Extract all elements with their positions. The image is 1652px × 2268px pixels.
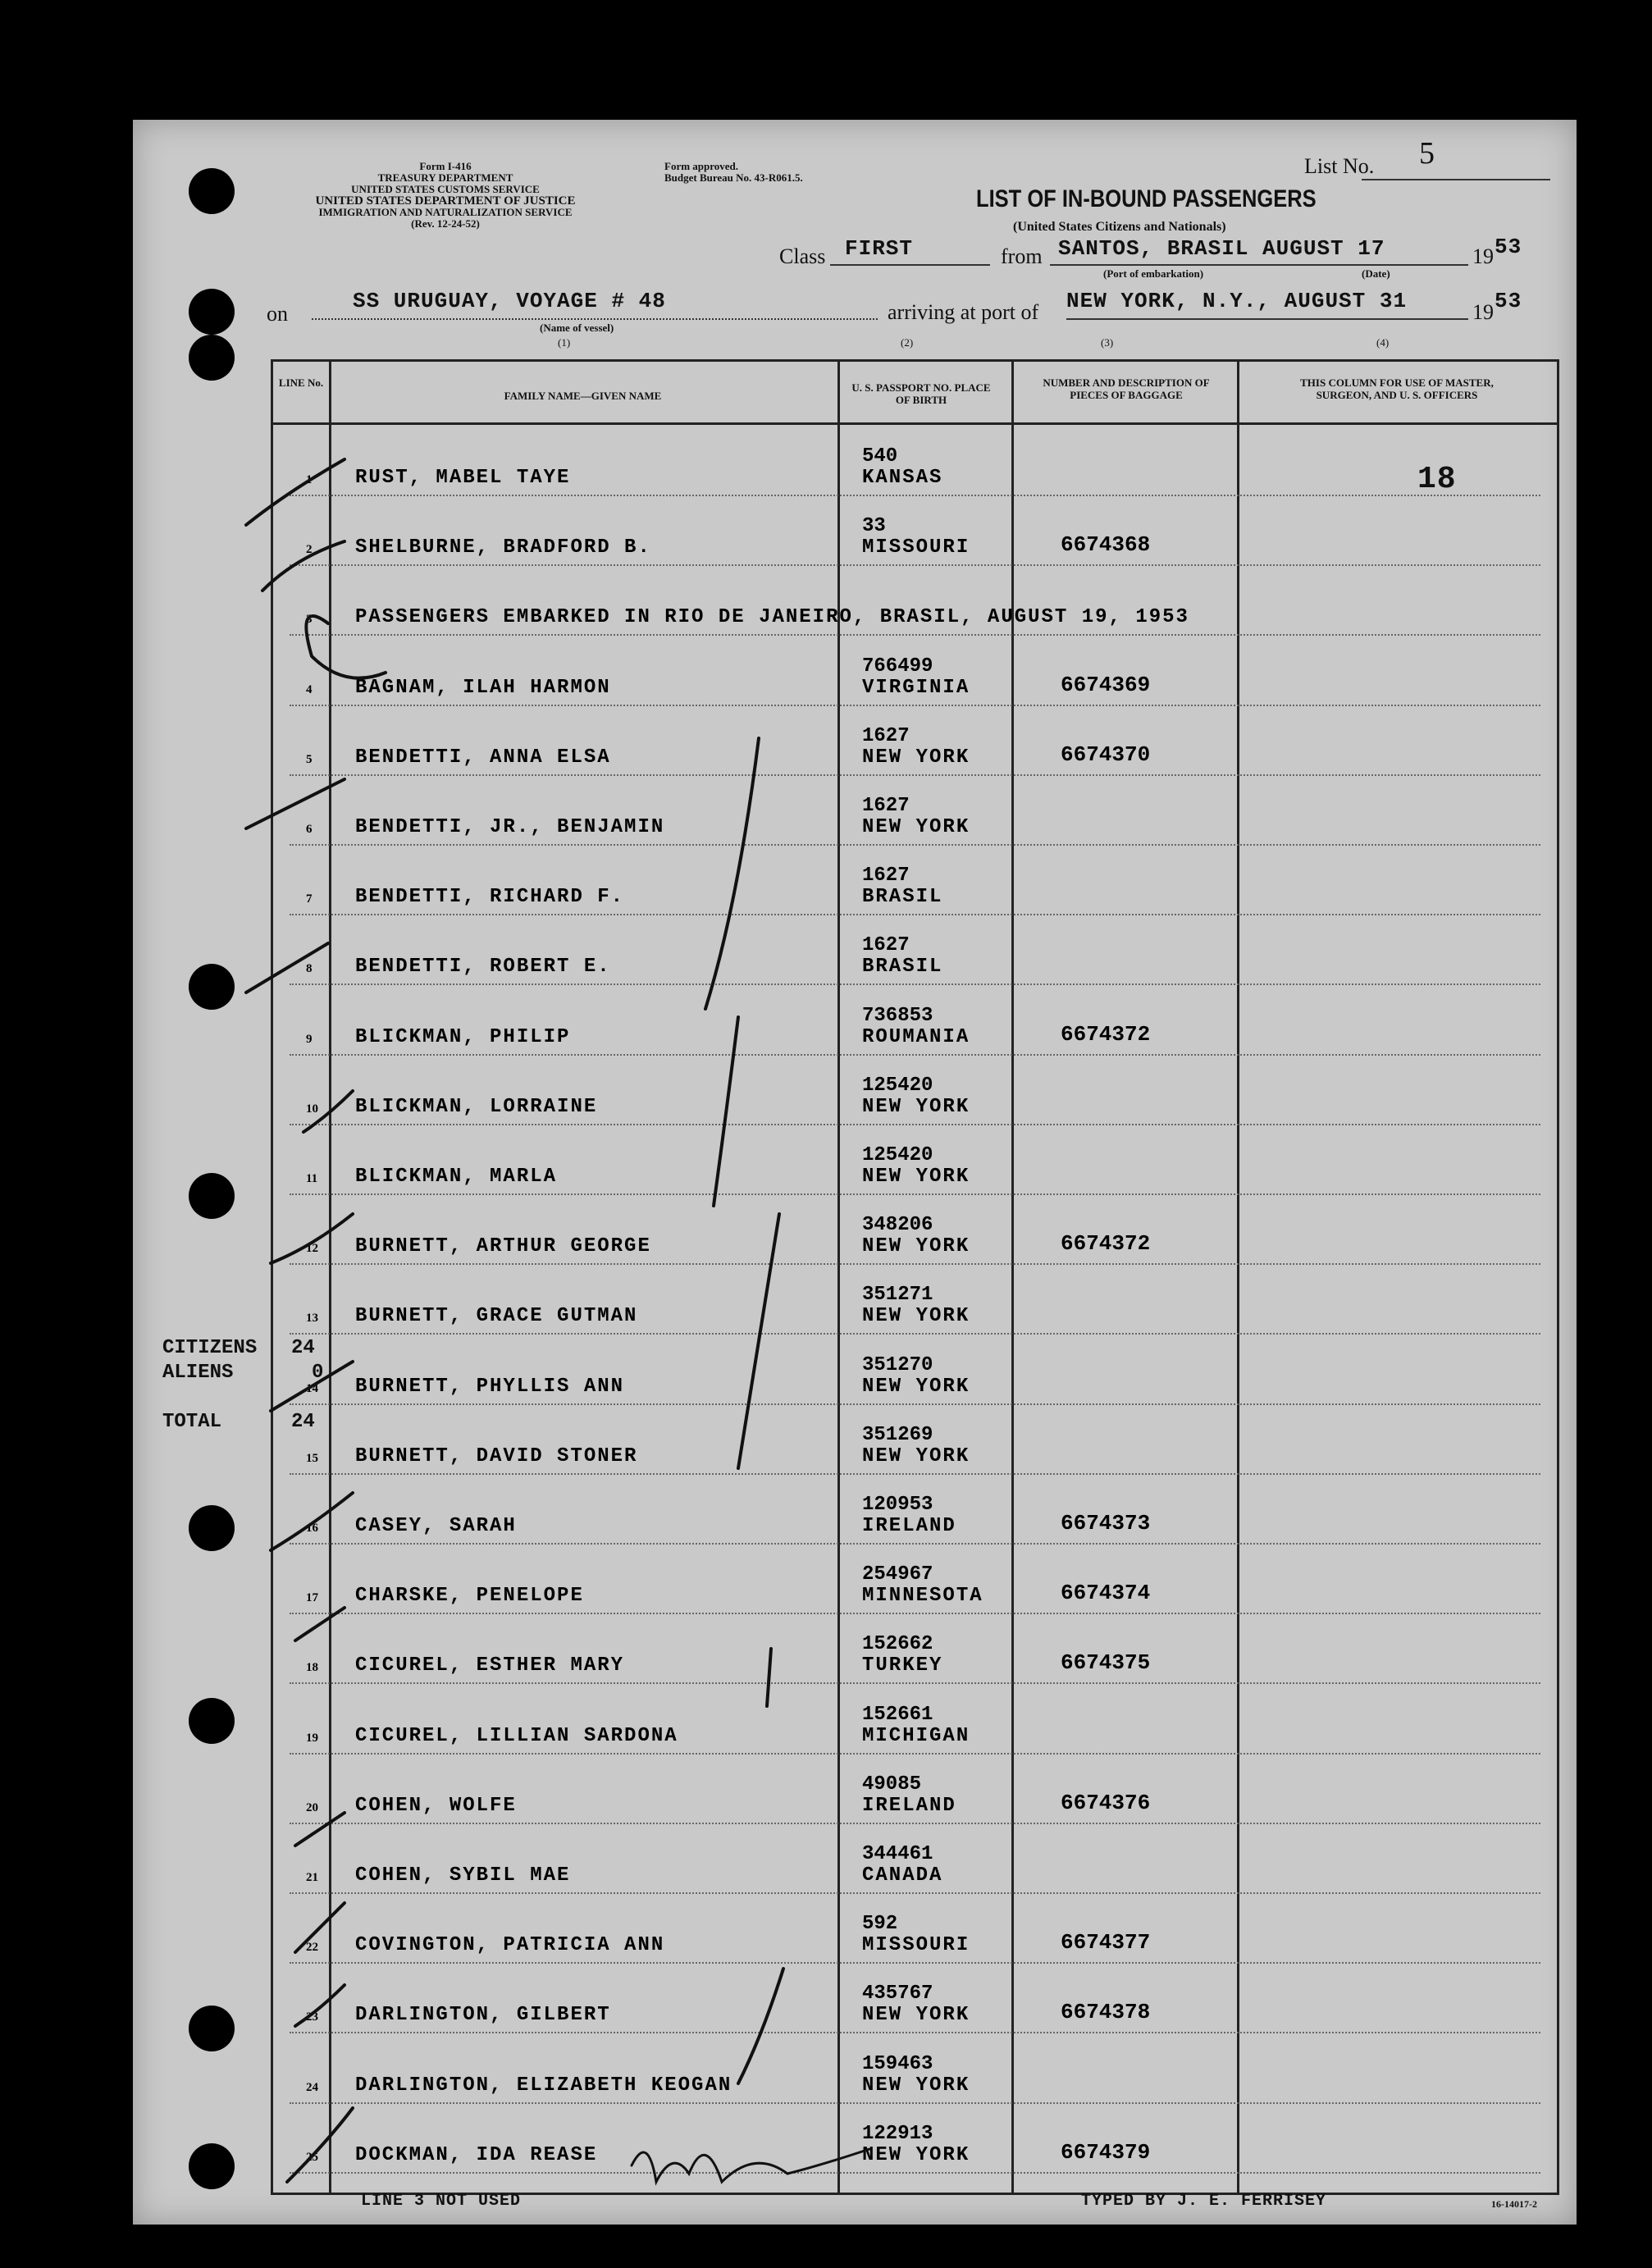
- justice-label: UNITED STATES DEPARTMENT OF JUSTICE: [315, 194, 576, 208]
- place-of-birth: NEW YORK: [862, 1095, 970, 1118]
- baggage-number: 6674375: [1061, 1650, 1151, 1676]
- place-of-birth: NEW YORK: [862, 1375, 970, 1398]
- budget-bureau: Budget Bureau No. 43-R061.5.: [664, 171, 803, 184]
- table-row: [273, 2103, 1557, 2174]
- aliens-label: ALIENS: [162, 1362, 234, 1384]
- passenger-name: BLICKMAN, LORRAINE: [355, 1095, 598, 1118]
- line-number: 14: [306, 1381, 318, 1395]
- arriving-year-prefix: 19: [1472, 300, 1494, 324]
- col2-ref: (2): [901, 336, 914, 349]
- place-of-birth: NEW YORK: [862, 1305, 970, 1328]
- passport-number: 766499: [862, 655, 933, 678]
- place-of-birth: KANSAS: [862, 467, 943, 489]
- approval-block: [664, 161, 803, 184]
- table-row: [273, 1125, 1557, 1195]
- passenger-name: COHEN, WOLFE: [355, 1794, 517, 1817]
- line-number: 5: [306, 752, 313, 766]
- aliens-count: 0: [312, 1362, 324, 1384]
- passenger-name: BURNETT, PHYLLIS ANN: [355, 1375, 625, 1398]
- line-number: 22: [306, 1941, 318, 1955]
- line-number: 24: [306, 2080, 318, 2094]
- from-year-prefix: 19: [1472, 244, 1494, 268]
- line-number: 19: [306, 1731, 318, 1745]
- col-head-line: LINE No.: [278, 376, 324, 389]
- baggage-number: 6674376: [1061, 1790, 1151, 1815]
- place-of-birth: MICHIGAN: [862, 1724, 970, 1747]
- vessel-name: SS URUGUAY, VOYAGE # 48: [353, 289, 666, 313]
- place-of-birth: NEW YORK: [862, 2074, 970, 2097]
- place-of-birth: BRASIL: [862, 886, 943, 909]
- passport-number: 351270: [862, 1353, 933, 1376]
- footer-note-left: LINE 3 NOT USED: [361, 2192, 522, 2211]
- table-row: [273, 1404, 1557, 1475]
- baggage-number: 6674370: [1061, 742, 1151, 767]
- table-row: [273, 705, 1557, 776]
- line-number: 10: [306, 1102, 318, 1116]
- place-of-birth: MINNESOTA: [862, 1585, 983, 1608]
- passenger-name: CHARSKE, PENELOPE: [355, 1585, 584, 1608]
- place-of-birth: ROUMANIA: [862, 1025, 970, 1048]
- class-label: Class: [779, 244, 826, 268]
- baggage-number: 6674374: [1061, 1581, 1151, 1606]
- table-row: [273, 1823, 1557, 1894]
- punch-hole: [189, 289, 235, 335]
- arriving-value: NEW YORK, N.Y., AUGUST 31: [1066, 289, 1408, 313]
- col4-ref: (4): [1376, 336, 1390, 349]
- place-of-birth: TURKEY: [862, 1654, 943, 1677]
- passport-number: 159463: [862, 2052, 933, 2075]
- on-label: on: [267, 302, 288, 326]
- place-of-birth: NEW YORK: [862, 2004, 970, 2027]
- arriving-label: arriving at port of: [888, 300, 1039, 324]
- passenger-table: [271, 359, 1559, 2195]
- punch-hole: [189, 1173, 235, 1219]
- vessel-underline: [312, 318, 878, 320]
- passport-number: 120953: [862, 1494, 933, 1516]
- passenger-name: BENDETTI, ROBERT E.: [355, 956, 611, 979]
- passenger-name: COHEN, SYBIL MAE: [355, 1864, 571, 1887]
- line-number: 13: [306, 1312, 318, 1326]
- from-value: SANTOS, BRASIL AUGUST 17: [1058, 236, 1385, 261]
- passenger-name: CICUREL, LILLIAN SARDONA: [355, 1724, 678, 1747]
- passport-number: 1627: [862, 795, 910, 817]
- total-count: 24: [291, 1411, 315, 1433]
- list-no-underline: [1362, 179, 1550, 180]
- baggage-number: 6674368: [1061, 532, 1151, 558]
- line-number: 11: [306, 1172, 318, 1185]
- passenger-name: BURNETT, ARTHUR GEORGE: [355, 1235, 651, 1258]
- passenger-name: CICUREL, ESTHER MARY: [355, 1654, 625, 1677]
- place-of-birth: MISSOURI: [862, 1934, 970, 1957]
- punch-hole: [189, 1505, 235, 1551]
- place-of-birth: NEW YORK: [862, 1166, 970, 1188]
- passenger-name: BLICKMAN, MARLA: [355, 1166, 558, 1188]
- passport-number: 33: [862, 515, 886, 538]
- passenger-name: PASSENGERS EMBARKED IN RIO DE JANEIRO, BRASIL, AUGUST 19, 1953: [355, 606, 1189, 629]
- total-label: TOTAL: [162, 1411, 222, 1433]
- line-number: 2: [306, 543, 313, 557]
- table-row: [273, 985, 1557, 1056]
- line-number: 1: [306, 473, 313, 486]
- table-row: [273, 1194, 1557, 1265]
- passenger-name: CASEY, SARAH: [355, 1515, 517, 1537]
- col-head-officers: THIS COLUMN FOR USE OF MASTER, SURGEON, AND U. S. OFFICERS: [1300, 376, 1494, 401]
- baggage-number: 6674372: [1061, 1021, 1151, 1047]
- ins-label: IMMIGRATION AND NATURALIZATION SERVICE: [318, 206, 573, 218]
- line-number: 7: [306, 892, 313, 906]
- line-number: 18: [306, 1661, 318, 1675]
- from-underline: [1050, 264, 1468, 266]
- port-embark-caption: (Port of embarkation): [1103, 267, 1204, 280]
- punch-hole: [189, 2006, 235, 2051]
- vessel-caption: (Name of vessel): [540, 322, 614, 334]
- place-of-birth: NEW YORK: [862, 1444, 970, 1467]
- table-row: [273, 1264, 1557, 1335]
- col-head-baggage: NUMBER AND DESCRIPTION OF PIECES OF BAGGAGE: [1043, 376, 1210, 401]
- line-number: 25: [306, 2150, 318, 2164]
- place-of-birth: VIRGINIA: [862, 676, 970, 699]
- passenger-name: BURNETT, GRACE GUTMAN: [355, 1305, 638, 1328]
- treasury-label: TREASURY DEPARTMENT: [377, 171, 513, 184]
- line-number: 16: [306, 1522, 318, 1535]
- punch-hole: [189, 2143, 235, 2189]
- baggage-number: 6674373: [1061, 1511, 1151, 1536]
- baggage-number: 6674378: [1061, 2000, 1151, 2025]
- line-number: 20: [306, 1800, 318, 1814]
- citizens-count: 24: [291, 1337, 315, 1359]
- line-number: 21: [306, 1871, 318, 1884]
- table-row: [273, 915, 1557, 985]
- passenger-name: BAGNAM, ILAH HARMON: [355, 676, 611, 699]
- passport-number: 122913: [862, 2122, 933, 2145]
- passport-number: 344461: [862, 1843, 933, 1865]
- passenger-name: BENDETTI, ANNA ELSA: [355, 746, 611, 769]
- passport-number: 152662: [862, 1633, 933, 1656]
- baggage-number: 6674372: [1061, 1231, 1151, 1257]
- table-row: [273, 565, 1557, 636]
- passport-number: 736853: [862, 1004, 933, 1027]
- passport-number: 125420: [862, 1074, 933, 1097]
- revision-label: (Rev. 12-24-52): [411, 217, 480, 230]
- table-row: [273, 1963, 1557, 2033]
- place-of-birth: IRELAND: [862, 1794, 956, 1817]
- punch-hole: [189, 1698, 235, 1744]
- from-year: 53: [1495, 235, 1522, 259]
- place-of-birth: BRASIL: [862, 956, 943, 979]
- passenger-name: BENDETTI, RICHARD F.: [355, 886, 625, 909]
- col-head-passport: U. S. PASSPORT NO. PLACE OF BIRTH: [851, 381, 991, 406]
- table-row: [273, 1055, 1557, 1125]
- passport-number: 125420: [862, 1144, 933, 1166]
- line-number: 8: [306, 962, 313, 976]
- table-row: [273, 1613, 1557, 1684]
- line-number: 15: [306, 1451, 318, 1465]
- form-approved: Form approved.: [664, 160, 739, 172]
- passport-number: 49085: [862, 1773, 922, 1796]
- table-row: [273, 1754, 1557, 1824]
- passport-number: 351269: [862, 1423, 933, 1446]
- class-underline: [830, 264, 990, 266]
- class-value: FIRST: [845, 236, 914, 261]
- col3-ref: (3): [1101, 336, 1114, 349]
- line-number: 23: [306, 2010, 318, 2024]
- table-row: [273, 426, 1557, 496]
- document-title: LIST OF IN-BOUND PASSENGERS: [976, 185, 1317, 212]
- passport-number: 1627: [862, 865, 910, 888]
- line-number: 12: [306, 1242, 318, 1256]
- citizens-label: CITIZENS: [162, 1337, 258, 1359]
- passenger-name: BENDETTI, JR., BENJAMIN: [355, 816, 665, 838]
- line-number: 17: [306, 1591, 318, 1605]
- passenger-name: SHELBURNE, BRADFORD B.: [355, 536, 651, 559]
- place-of-birth: NEW YORK: [862, 816, 970, 838]
- officers-note: 18: [1417, 462, 1457, 497]
- footer-note-right: TYPED BY J. E. FERRISEY: [1081, 2192, 1327, 2211]
- passenger-name: COVINGTON, PATRICIA ANN: [355, 1934, 665, 1957]
- passport-number: 435767: [862, 1983, 933, 2006]
- form-number: Form I-416: [419, 160, 472, 172]
- punch-hole: [189, 335, 235, 381]
- table-row: [273, 1893, 1557, 1964]
- table-row: [273, 845, 1557, 915]
- place-of-birth: NEW YORK: [862, 746, 970, 769]
- passport-number: 1627: [862, 724, 910, 747]
- passport-number: 1627: [862, 934, 910, 957]
- passenger-name: DOCKMAN, IDA REASE: [355, 2143, 598, 2166]
- punch-hole: [189, 964, 235, 1010]
- table-row: [273, 2033, 1557, 2104]
- table-row: [273, 636, 1557, 706]
- table-row: [273, 1684, 1557, 1755]
- baggage-number: 6674377: [1061, 1930, 1151, 1955]
- customs-label: UNITED STATES CUSTOMS SERVICE: [351, 183, 540, 195]
- place-of-birth: NEW YORK: [862, 2143, 970, 2166]
- date-caption: (Date): [1362, 267, 1390, 280]
- passport-number: 540: [862, 445, 898, 468]
- list-no-value: 5: [1419, 136, 1435, 171]
- punch-hole: [189, 168, 235, 214]
- table-row: [273, 1544, 1557, 1614]
- passport-number: 152661: [862, 1703, 933, 1726]
- baggage-number: 6674369: [1061, 672, 1151, 697]
- line-number: 6: [306, 823, 313, 836]
- line-number: 3: [306, 613, 313, 627]
- passport-number: 254967: [862, 1563, 933, 1586]
- line-number: 9: [306, 1032, 313, 1046]
- place-of-birth: MISSOURI: [862, 536, 970, 559]
- passenger-name: DARLINGTON, ELIZABETH KEOGAN: [355, 2074, 732, 2097]
- baggage-number: 6674379: [1061, 2139, 1151, 2165]
- document-subtitle: (United States Citizens and Nationals): [1013, 220, 1226, 234]
- place-of-birth: NEW YORK: [862, 1235, 970, 1258]
- list-no-label: List No.: [1304, 154, 1375, 178]
- col-head-name: FAMILY NAME—GIVEN NAME: [504, 390, 662, 402]
- passenger-name: BURNETT, DAVID STONER: [355, 1444, 638, 1467]
- passenger-name: BLICKMAN, PHILIP: [355, 1025, 571, 1048]
- place-of-birth: CANADA: [862, 1864, 943, 1887]
- col1-ref: (1): [558, 336, 571, 349]
- form-code: 16-14017-2: [1491, 2198, 1537, 2210]
- arriving-underline: [1066, 318, 1468, 320]
- header-divider: [273, 422, 1557, 425]
- passport-number: 592: [862, 1913, 898, 1936]
- passenger-name: DARLINGTON, GILBERT: [355, 2004, 611, 2027]
- row-rule: [290, 2172, 1540, 2174]
- arriving-year: 53: [1495, 289, 1522, 313]
- table-row: [273, 1335, 1557, 1405]
- table-row: [273, 495, 1557, 566]
- passenger-name: RUST, MABEL TAYE: [355, 467, 571, 489]
- from-label: from: [1001, 244, 1043, 268]
- place-of-birth: IRELAND: [862, 1515, 956, 1537]
- table-row: [273, 1474, 1557, 1545]
- agency-block: [261, 161, 630, 230]
- line-number: 4: [306, 682, 313, 696]
- passport-number: 348206: [862, 1214, 933, 1237]
- passport-number: 351271: [862, 1284, 933, 1307]
- table-row: [273, 775, 1557, 846]
